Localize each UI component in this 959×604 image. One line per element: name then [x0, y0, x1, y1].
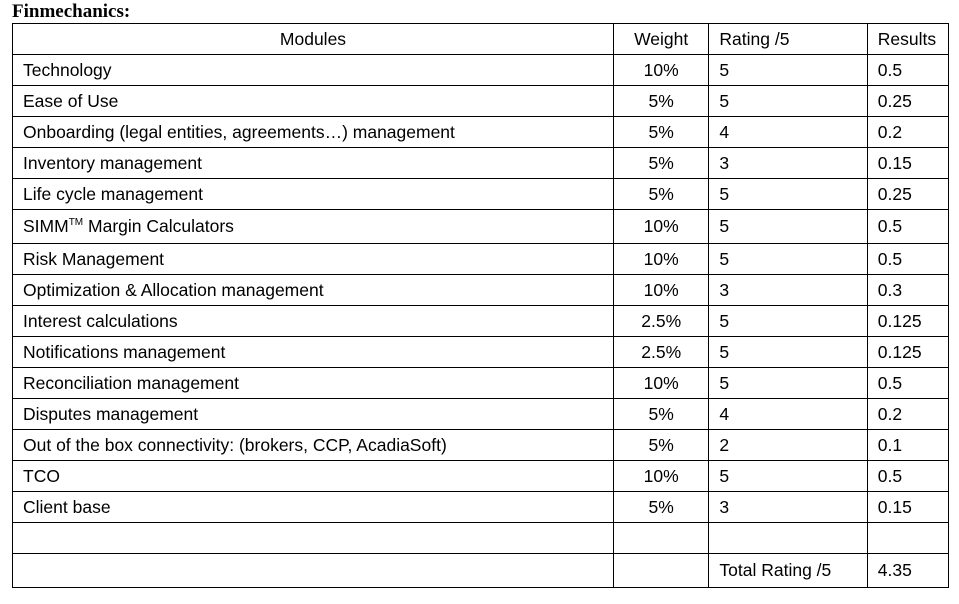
weight-cell: 10% [613, 275, 708, 306]
module-cell: Risk Management [13, 244, 614, 275]
module-cell: Inventory management [13, 148, 614, 179]
weight-cell: 10% [613, 55, 708, 86]
table-row [13, 210, 949, 244]
result-cell: 0.1 [867, 430, 948, 461]
header-results: Results [867, 24, 948, 55]
total-label: Total Rating /5 [709, 554, 867, 588]
rating-cell: 5 [709, 179, 867, 210]
table-row [13, 492, 949, 523]
rating-cell: 3 [709, 492, 867, 523]
rating-cell: 3 [709, 148, 867, 179]
rating-cell: 5 [709, 55, 867, 86]
page-title: Finmechanics: [12, 1, 131, 22]
result-cell: 0.5 [867, 55, 948, 86]
weight-cell: 5% [613, 179, 708, 210]
table-header-row [13, 24, 949, 55]
evaluation-table [12, 23, 949, 588]
module-cell: Onboarding (legal entities, agreements…) management [13, 117, 614, 148]
table-row [13, 244, 949, 275]
module-cell: Interest calculations [13, 306, 614, 337]
rating-cell: 5 [709, 210, 867, 244]
table-row [13, 430, 949, 461]
result-cell: 0.5 [867, 461, 948, 492]
weight-cell: 5% [613, 148, 708, 179]
empty-cell [13, 523, 614, 554]
table-row [13, 86, 949, 117]
empty-cell [709, 523, 867, 554]
weight-cell: 5% [613, 492, 708, 523]
result-cell: 0.25 [867, 179, 948, 210]
module-cell [13, 210, 614, 244]
module-cell: TCO [13, 461, 614, 492]
rating-cell: 2 [709, 430, 867, 461]
weight-cell: 2.5% [613, 337, 708, 368]
rating-cell: 5 [709, 306, 867, 337]
result-cell: 0.15 [867, 148, 948, 179]
weight-cell: 5% [613, 399, 708, 430]
rating-cell: 5 [709, 244, 867, 275]
result-cell: 0.5 [867, 244, 948, 275]
table-row [13, 55, 949, 86]
table-row [13, 399, 949, 430]
module-cell: Out of the box connectivity: (brokers, CCP, AcadiaSoft) [13, 430, 614, 461]
weight-cell: 5% [613, 430, 708, 461]
module-cell: Ease of Use [13, 86, 614, 117]
rating-cell: 4 [709, 399, 867, 430]
rating-cell: 3 [709, 275, 867, 306]
module-cell: Technology [13, 55, 614, 86]
table-row [13, 306, 949, 337]
table-row [13, 461, 949, 492]
table-row [13, 368, 949, 399]
empty-cell [613, 554, 708, 588]
result-cell: 0.15 [867, 492, 948, 523]
total-value: 4.35 [867, 554, 948, 588]
module-cell: Notifications management [13, 337, 614, 368]
weight-cell: 10% [613, 244, 708, 275]
module-cell: Optimization & Allocation management [13, 275, 614, 306]
weight-cell: 10% [613, 461, 708, 492]
rating-cell: 5 [709, 337, 867, 368]
rating-cell: 4 [709, 117, 867, 148]
table-row [13, 148, 949, 179]
result-cell: 0.2 [867, 399, 948, 430]
result-cell: 0.5 [867, 210, 948, 244]
table-row [13, 275, 949, 306]
empty-cell [867, 523, 948, 554]
empty-cell [13, 554, 614, 588]
module-rest: Margin Calculators [83, 216, 234, 236]
table-row [13, 117, 949, 148]
result-cell: 0.125 [867, 337, 948, 368]
weight-cell: 10% [613, 210, 708, 244]
module-main: SIMM [23, 216, 69, 236]
module-cell: Life cycle management [13, 179, 614, 210]
rating-cell: 5 [709, 461, 867, 492]
total-row [13, 554, 949, 588]
result-cell: 0.3 [867, 275, 948, 306]
weight-cell: 10% [613, 368, 708, 399]
module-cell: Disputes management [13, 399, 614, 430]
result-cell: 0.25 [867, 86, 948, 117]
weight-cell: 5% [613, 86, 708, 117]
header-modules: Modules [13, 24, 614, 55]
header-weight: Weight [613, 24, 708, 55]
result-cell: 0.2 [867, 117, 948, 148]
table-row [13, 179, 949, 210]
empty-row [13, 523, 949, 554]
result-cell: 0.125 [867, 306, 948, 337]
module-cell: Reconciliation management [13, 368, 614, 399]
trademark-mark: TM [68, 217, 84, 228]
rating-cell: 5 [709, 368, 867, 399]
weight-cell: 2.5% [613, 306, 708, 337]
empty-cell [613, 523, 708, 554]
module-cell: Client base [13, 492, 614, 523]
result-cell: 0.5 [867, 368, 948, 399]
weight-cell: 5% [613, 117, 708, 148]
header-rating: Rating /5 [709, 24, 867, 55]
rating-cell: 5 [709, 86, 867, 117]
table-row [13, 337, 949, 368]
